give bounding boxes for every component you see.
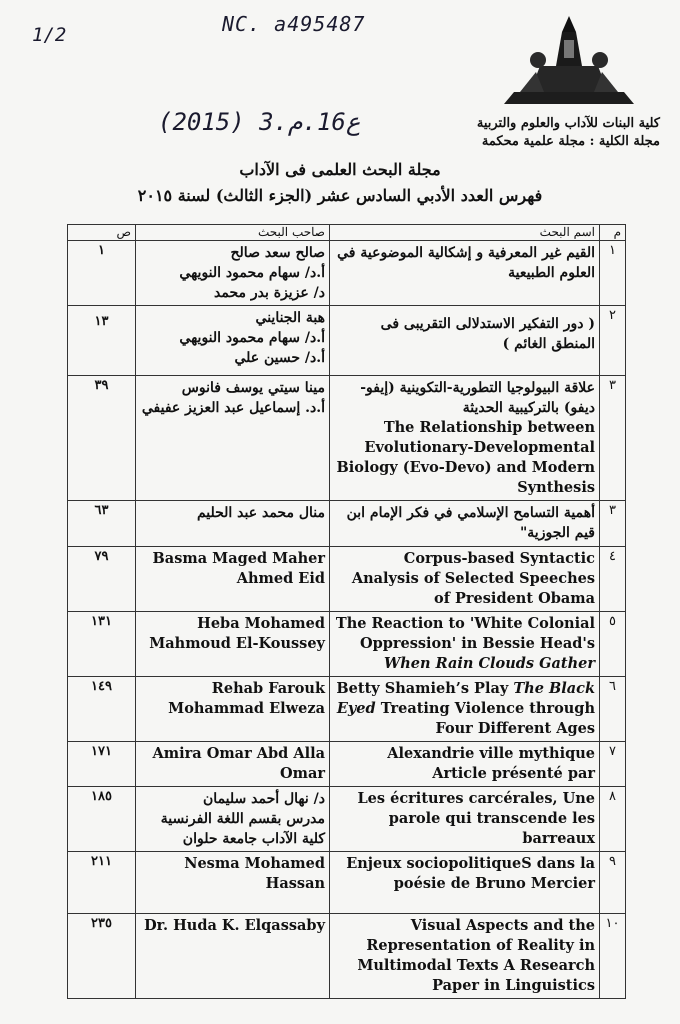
row-title xyxy=(330,677,600,742)
issue-title: فهرس العدد الأدبي السادس عشر (الجزء الثالث) لسنة ٢٠١٥ xyxy=(137,186,543,205)
handwritten-issue-date: (2015) 3.ع16.م xyxy=(158,108,361,136)
author-english: Nesma Mohamed Hassan xyxy=(184,855,325,892)
author: منال محمد عبد الحليم xyxy=(196,505,325,521)
row-title xyxy=(330,852,600,914)
title-part: The Reaction to 'White Colonial Oppression' in Bessie Head's xyxy=(335,615,595,652)
title-part: Betty Shamieh’s Play xyxy=(336,680,509,697)
row-title xyxy=(330,376,600,501)
title-arabic: أهمية التسامح الإسلامي في فكر الإمام ابن قيم الجوزية" xyxy=(346,505,595,541)
author-english: Dr. Huda K. Elqassaby xyxy=(144,917,325,934)
row-number: ٩ xyxy=(600,852,626,914)
title-english: Alexandrie ville mythique Article présenté par xyxy=(387,745,595,782)
author: صالح سعد صالح xyxy=(230,245,325,261)
row-number: ٥ xyxy=(600,612,626,677)
title-english: The Relationship between Evolutionary-Developmental Biology (Evo-Devo) and Modern Synthesis xyxy=(336,419,595,496)
author: مينا سيتي يوسف فانوس xyxy=(181,380,325,396)
author: أ.د. إسماعيل عبد العزيز عفيفي xyxy=(141,400,325,416)
table-row xyxy=(68,914,626,999)
row-page: ٣٩ xyxy=(68,376,136,501)
row-authors xyxy=(136,612,330,677)
row-number: ٤ xyxy=(600,547,626,612)
table-row xyxy=(68,547,626,612)
table-row xyxy=(68,501,626,547)
row-authors xyxy=(136,852,330,914)
table-row xyxy=(68,677,626,742)
college-name: كلية البنات للآداب والعلوم والتربية xyxy=(476,116,660,131)
table-row xyxy=(68,376,626,501)
author: أ.د/ سهام محمود النويهي xyxy=(179,330,325,346)
table-row xyxy=(68,306,626,376)
row-authors xyxy=(136,787,330,852)
row-authors xyxy=(136,742,330,787)
table-row xyxy=(68,742,626,787)
row-title xyxy=(330,612,600,677)
table-header-row xyxy=(68,225,626,241)
row-page: ١٣١ xyxy=(68,612,136,677)
row-title xyxy=(330,241,600,306)
title-arabic: علاقة البيولوجيا التطورية-التكوينية (إيفو-ديفو) بالتركيبية الحديثة xyxy=(360,380,595,416)
title-italic: The Black Eyed xyxy=(336,680,595,717)
row-authors xyxy=(136,547,330,612)
contents-table xyxy=(67,224,626,999)
title-arabic: ( دور التفكير الاستدلالى التقريبى فى المنطق الغائم ) xyxy=(380,316,595,352)
row-title xyxy=(330,306,600,376)
row-page: ٢٣٥ xyxy=(68,914,136,999)
title-english xyxy=(334,679,595,739)
row-authors xyxy=(136,241,330,306)
table-row xyxy=(68,787,626,852)
row-page xyxy=(68,306,136,376)
handwritten-page-fraction: 1/2 xyxy=(32,24,67,46)
header-title: اسم البحث xyxy=(330,225,600,241)
table-row xyxy=(68,241,626,306)
row-title xyxy=(330,914,600,999)
journal-title: مجلة البحث العلمى فى الآداب xyxy=(239,160,441,179)
row-title xyxy=(330,501,600,547)
author-english: Amira Omar Abd Alla Omar xyxy=(152,745,325,782)
author: د/ نهال أحمد سليمان xyxy=(203,791,325,807)
author: أ.د/ سهام محمود النويهي xyxy=(179,265,325,281)
row-page: ٧٩ xyxy=(68,547,136,612)
row-number: ٣ xyxy=(600,376,626,501)
header-page: ص xyxy=(68,225,136,241)
row-number: ٦ xyxy=(600,677,626,742)
title-english xyxy=(334,614,595,674)
author-english: Heba Mohamed Mahmoud El-Koussey xyxy=(149,615,325,652)
title-english: Les écritures carcérales, Une parole qui transcende les barreaux xyxy=(357,790,595,847)
row-page: ١٨٥ xyxy=(68,787,136,852)
handwritten-accession-number: NC. a495487 xyxy=(222,12,366,36)
title-part: Treating Violence through Four Different Ages xyxy=(380,700,595,737)
table-row xyxy=(68,612,626,677)
row-authors xyxy=(136,501,330,547)
title-english: Enjeux sociopolitiqueS dans la poésie de Bruno Mercier xyxy=(346,855,595,892)
author-english: Basma Maged Maher Ahmed Eid xyxy=(152,550,325,587)
row-number: ١ xyxy=(600,241,626,306)
table-row xyxy=(68,852,626,914)
row-number: ٧ xyxy=(600,742,626,787)
row-number: ٢ xyxy=(600,306,626,376)
author-english: Rehab Farouk Mohammad Elweza xyxy=(168,680,325,717)
row-page: ٢١١ xyxy=(68,852,136,914)
college-logo-icon xyxy=(500,14,638,110)
row-page: ٦٣ xyxy=(68,501,136,547)
header-author: صاحب البحث xyxy=(136,225,330,241)
row-authors xyxy=(136,306,330,376)
title-english: Visual Aspects and the Representation of Reality in Multimodal Texts A Research Paper in Linguistics xyxy=(357,917,595,994)
author: أ.د/ حسين علي xyxy=(234,350,325,366)
page-number: ١٣ xyxy=(94,314,109,329)
row-number: ١٠ xyxy=(600,914,626,999)
title-english: Corpus-based Syntactic Analysis of Selected Speeches of President Obama xyxy=(351,550,595,607)
row-authors xyxy=(136,914,330,999)
row-title xyxy=(330,787,600,852)
row-authors xyxy=(136,376,330,501)
row-page: ١٧١ xyxy=(68,742,136,787)
author: هبة الجنايني xyxy=(255,310,325,326)
row-page: ١٤٩ xyxy=(68,677,136,742)
title-italic: When Rain Clouds Gather xyxy=(383,655,595,672)
row-authors xyxy=(136,677,330,742)
row-number: ٨ xyxy=(600,787,626,852)
header-number: م xyxy=(600,225,626,241)
row-page: ١ xyxy=(68,241,136,306)
row-title xyxy=(330,742,600,787)
author: د/ عزيزة بدر محمد xyxy=(214,285,325,301)
author-affiliation: مدرس بقسم اللغة الفرنسية كلية الآداب جامعة حلوان xyxy=(160,811,325,847)
journal-type: مجلة الكلية : مجلة علمية محكمة xyxy=(481,134,660,149)
title-arabic: القيم غير المعرفية و إشكالية الموضوعية في العلوم الطبيعية xyxy=(337,245,595,281)
row-number: ٣ xyxy=(600,501,626,547)
row-title xyxy=(330,547,600,612)
